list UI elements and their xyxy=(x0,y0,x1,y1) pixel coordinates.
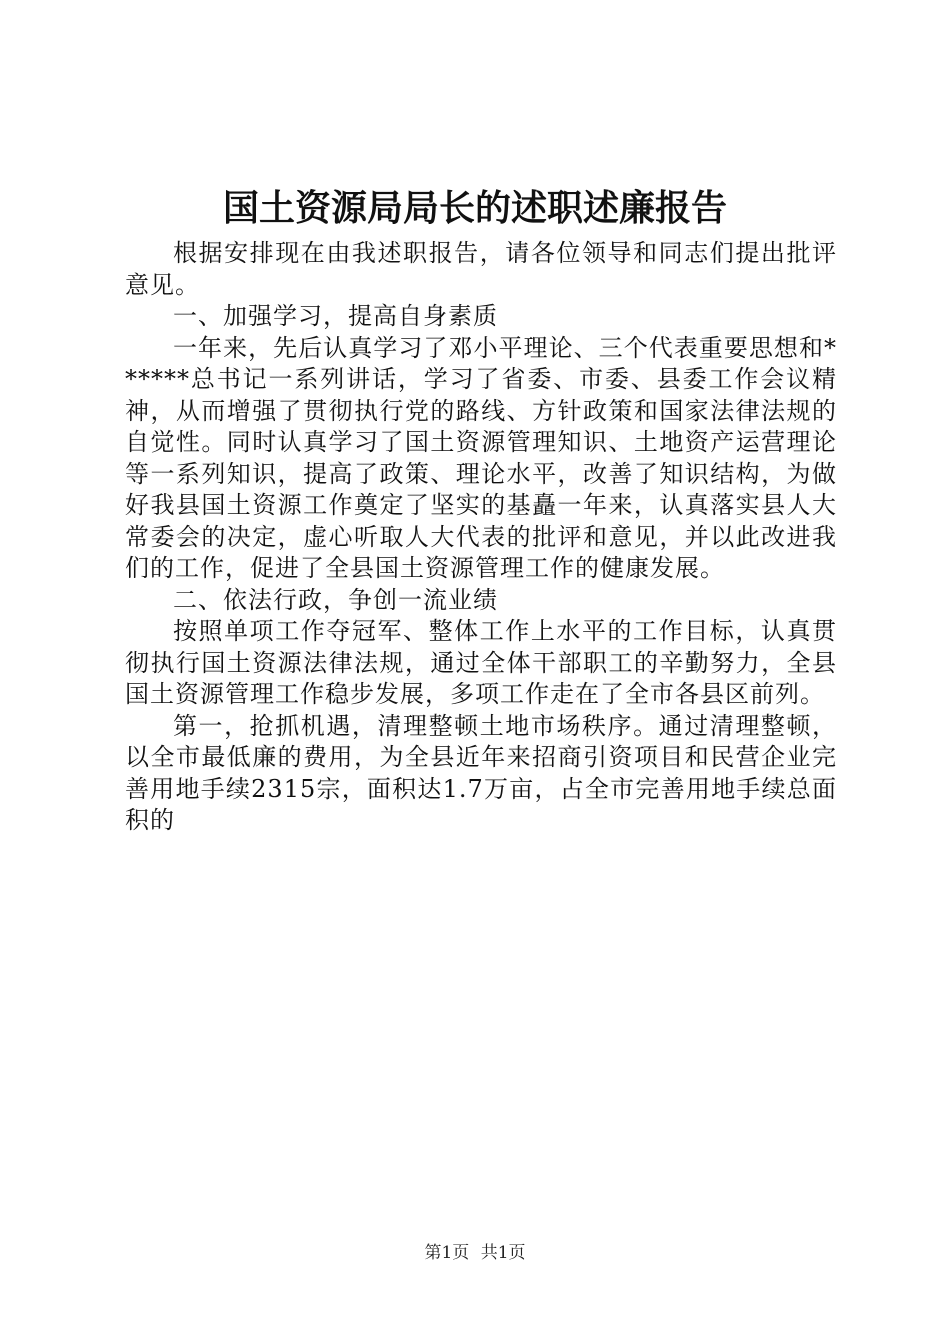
section-2-paragraph: 按照单项工作夺冠军、整体工作上水平的工作目标，认真贯彻执行国土资源法律法规，通过全体干部职工的辛勤努力，全县国土资源管理工作稳步发展，多项工作走在了全市各县区前列。 xyxy=(125,617,837,708)
section-heading-1: 一、加强学习，提高自身素质 xyxy=(173,302,498,330)
section-2-item-1-paragraph: 第一，抢抓机遇，清理整顿土地市场秩序。通过清理整顿，以全市最低廉的费用，为全县近年来招商引资项目和民营企业完善用地手续2315宗，面积达1.7万亩，占全市完善用地手续总面积的 xyxy=(125,711,837,834)
page-total: 共1页 xyxy=(480,1243,526,1263)
section-1-paragraph: 一年来，先后认真学习了邓小平理论、三个代表重要思想和******总书记一系列讲话，学习了省委、市委、县委工作会议精神，从而增强了贯彻执行党的路线、方针政策和国家法律法规的自觉性。同时认真学习了国土资源管理知识、土地资产运营理论等一系列知识，提高了政策、理论水平，改善了知识结构，为做好我县国土资源工作奠定了坚实的基矗一年来，认真落实县人大常委会的决定，虚心听取人大代表的批评和意见，并以此改进我们的工作，促进了全县国土资源管理工作的健康发展。 xyxy=(125,333,837,582)
section-heading-2: 二、依法行政，争创一流业绩 xyxy=(173,585,498,614)
page-number: 第1页 xyxy=(424,1243,470,1263)
document-body xyxy=(125,238,837,837)
page-footer xyxy=(0,1241,950,1265)
document-title: 国土资源局局长的述职述廉报告 xyxy=(222,187,727,229)
intro-paragraph: 根据安排现在由我述职报告，请各位领导和同志们提出批评意见。 xyxy=(125,239,837,299)
